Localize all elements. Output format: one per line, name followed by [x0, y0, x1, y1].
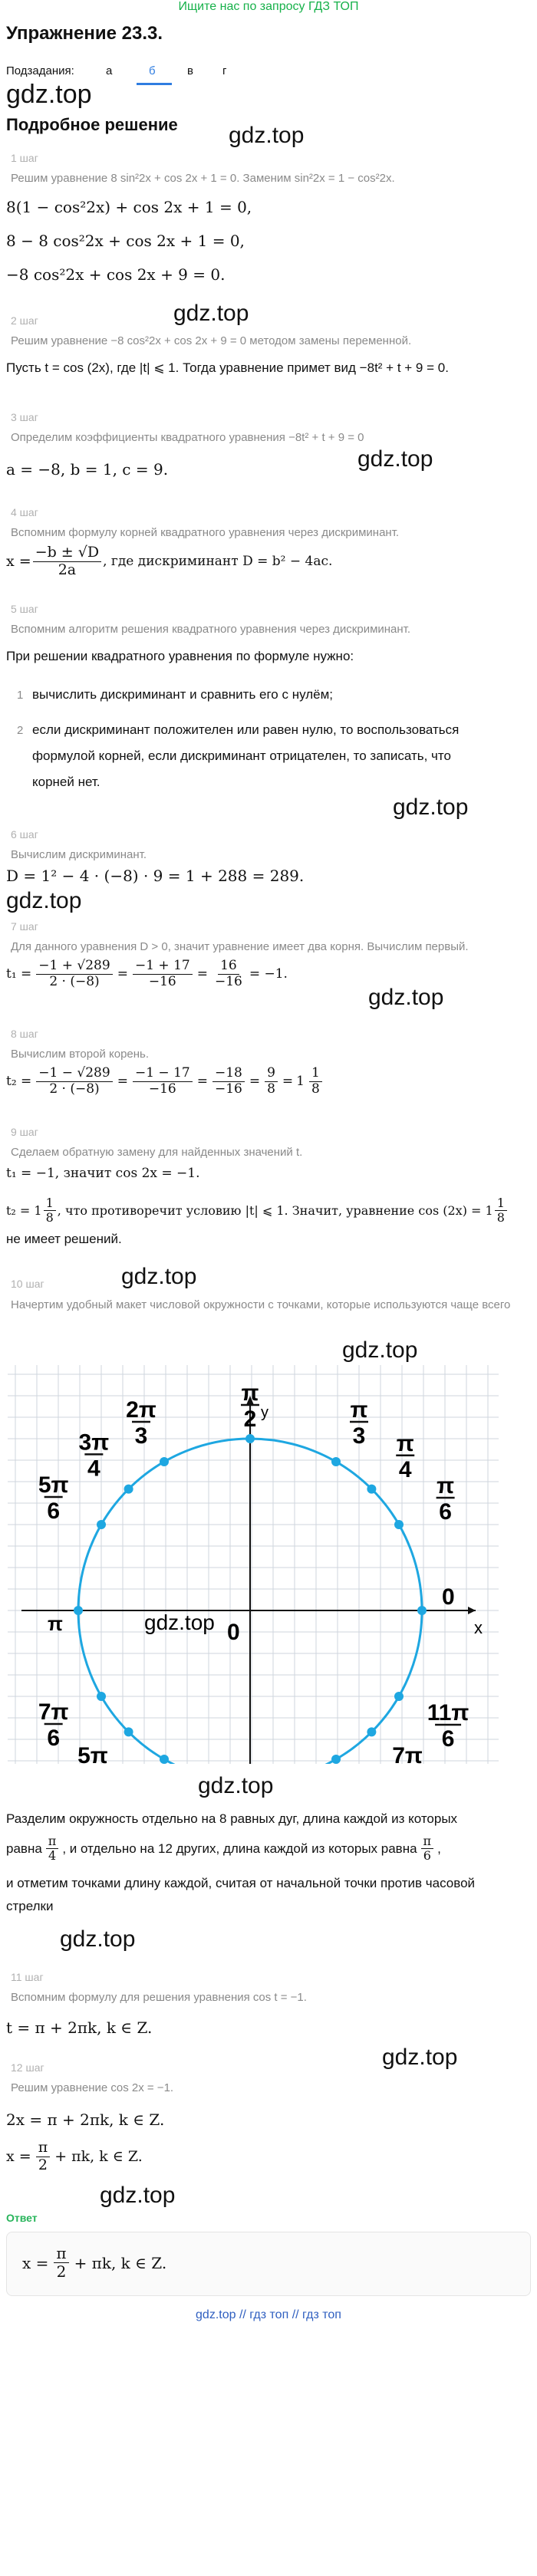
- fraction: $\frac{-18}{-16}$: [212, 1066, 245, 1097]
- step-hint: Вспомним алгоритм решения квадратного уравнения через дискриминант.: [11, 623, 411, 636]
- svg-text:π: π: [241, 1380, 259, 1406]
- formula-lhs: t₂ =: [6, 1074, 32, 1090]
- circle-point: [74, 1606, 83, 1615]
- angle-label-pi2: [241, 1380, 259, 1432]
- circle-point: [394, 1692, 404, 1701]
- svg-text:3: 3: [352, 1423, 366, 1449]
- angle-label-p2pi3: [126, 1397, 156, 1449]
- svg-text:5π: 5π: [38, 1472, 69, 1498]
- angle-label-p5pi4: [77, 1743, 108, 1764]
- math-line: −8 cos²2x + cos 2x + 9 = 0.: [6, 265, 226, 284]
- step-label: 11 шаг: [11, 1971, 44, 1983]
- svg-text:7π: 7π: [392, 1743, 423, 1764]
- brand-logo[interactable]: gdz.top: [6, 80, 92, 109]
- subtasks-label: Подзадания:: [6, 64, 74, 77]
- footer-links[interactable]: gdz.top // гдз топ // гдз топ: [196, 2308, 341, 2321]
- svg-text:4: 4: [87, 1456, 100, 1482]
- watermark: gdz.top: [6, 888, 82, 913]
- watermark: gdz.top: [144, 1610, 215, 1634]
- svg-text:3: 3: [134, 1423, 148, 1449]
- math-line: 8(1 − cos²2x) + cos 2x + 1 = 0,: [6, 198, 252, 216]
- angle-label-p7pi4: [392, 1743, 423, 1764]
- angle-label-p11pi6: [427, 1700, 469, 1752]
- formula-part: t₂ = 1: [6, 1203, 42, 1219]
- fraction: $\frac{-1 - √289}{2 \cdot (-8)}$: [36, 1066, 112, 1097]
- list-item: корней нет.: [32, 775, 100, 789]
- circle-point: [160, 1755, 169, 1764]
- formula-rest: , где дискриминант D = b² − 4ac.: [103, 554, 333, 570]
- fraction: $\frac{1}{8}$: [44, 1196, 56, 1225]
- step-label: 7 шаг: [11, 920, 38, 933]
- answer-label: Ответ: [6, 2212, 38, 2224]
- step-label: 2 шаг: [11, 314, 38, 327]
- x-arrow-icon: [468, 1607, 476, 1614]
- svg-text:2π: 2π: [126, 1397, 156, 1423]
- watermark: gdz.top: [60, 1926, 136, 1952]
- tab-a[interactable]: а: [106, 64, 113, 77]
- watermark: gdz.top: [382, 2045, 458, 2070]
- formula: x = $\frac{\pi}{2}$ + πk, k ∈ Z.: [6, 2139, 143, 2173]
- watermark: gdz.top: [198, 1773, 274, 1798]
- angle-label-p7pi6: [38, 1699, 69, 1751]
- fraction: $\frac{9}{8}$: [265, 1066, 278, 1097]
- step-text: равна $\frac{\pi}{4}$ , и отдельно на 12 других, длина каждой из которых равна $\frac{\pi}{6}$ ,: [6, 1834, 441, 1864]
- circle-point: [124, 1485, 133, 1494]
- list-item: если дискриминант положителен или равен нулю, то воспользоваться: [32, 722, 460, 737]
- step-label: 9 шаг: [11, 1126, 38, 1138]
- svg-text:11π: 11π: [427, 1700, 469, 1726]
- tab-b[interactable]: б: [149, 64, 156, 77]
- step-label: 8 шаг: [11, 1028, 38, 1040]
- svg-text:6: 6: [441, 1726, 455, 1752]
- watermark: gdz.top: [368, 985, 444, 1010]
- page-title: Упражнение 23.3.: [6, 23, 163, 44]
- step-hint: Вспомним формулу для решения уравнения cos t = −1.: [11, 1991, 307, 2004]
- formula: [6, 1196, 509, 1225]
- step-label: 1 шаг: [11, 152, 38, 164]
- fraction: $\frac{-1 + 17}{-16}$: [133, 959, 193, 989]
- list-item: вычислить дискриминант и сравнить его с нулём;: [32, 687, 334, 702]
- svg-text:2: 2: [243, 1406, 257, 1432]
- svg-text:π: π: [396, 1430, 414, 1456]
- axis-y-label: y: [261, 1404, 268, 1421]
- math-line: 8 − 8 cos²2x + cos 2x + 1 = 0,: [6, 232, 245, 250]
- math-line: t₁ = −1, значит cos 2x = −1.: [6, 1166, 200, 1181]
- circle-point: [331, 1755, 341, 1764]
- equals: =: [196, 1074, 208, 1090]
- formula: [6, 1066, 324, 1097]
- list-number: 2: [17, 724, 24, 737]
- label-0: 0: [442, 1584, 455, 1610]
- svg-text:6: 6: [47, 1726, 61, 1751]
- math-line: a = −8, b = 1, c = 9.: [6, 460, 169, 479]
- fraction: $\frac{-1 + √289}{2 \cdot (-8)}$: [36, 959, 112, 989]
- list-item: формулой корней, если дискриминант отрицателен, то записать, что: [32, 748, 451, 763]
- equals: =: [196, 966, 208, 982]
- svg-text:3π: 3π: [78, 1429, 110, 1456]
- formula: [6, 959, 288, 989]
- axis-x-label: x: [474, 1618, 483, 1637]
- step-hint: Сделаем обратную замену для найденных значений t.: [11, 1146, 303, 1159]
- watermark: gdz.top: [100, 2183, 176, 2208]
- step-hint: Для данного уравнения D > 0, значит уравнение имеет два корня. Вычислим первый.: [11, 940, 469, 953]
- label-pi: π: [48, 1612, 63, 1635]
- equals: =: [249, 1074, 261, 1090]
- circle-point: [160, 1457, 169, 1466]
- fraction: $\frac{1}{8}$: [309, 1066, 322, 1097]
- formula: [6, 544, 332, 579]
- svg-text:π: π: [437, 1473, 455, 1499]
- formula-part: , что противоречит условию |t| ⩽ 1. Значит, уравнение cos (2x) = 1: [57, 1203, 493, 1219]
- step-label: 4 шаг: [11, 506, 38, 518]
- step-label: 10 шаг: [11, 1278, 44, 1290]
- unit-circle-diagram: [8, 1365, 499, 1764]
- result: = −1.: [249, 966, 288, 982]
- math-line: D = 1² − 4 · (−8) · 9 = 1 + 288 = 289.: [6, 867, 305, 885]
- step-label: 12 шаг: [11, 2061, 44, 2074]
- watermark: gdz.top: [121, 1264, 197, 1289]
- circle-point: [367, 1485, 376, 1494]
- fraction: $\frac{-b \pm √D}{2a}$: [33, 544, 101, 579]
- svg-text:π: π: [350, 1397, 368, 1423]
- circle-point: [245, 1434, 255, 1443]
- step-hint: Вычислим дискриминант.: [11, 848, 147, 861]
- tab-g[interactable]: г: [222, 64, 227, 77]
- watermark: gdz.top: [393, 795, 469, 820]
- formula-x: x =: [6, 553, 31, 571]
- step-hint: Начертим удобный макет числовой окружности с точками, которые используются чаще всего: [11, 1298, 511, 1311]
- step-text: Пусть t = cos (2x), где |t| ⩽ 1. Тогда уравнение примет вид −8t² + t + 9 = 0.: [6, 360, 449, 375]
- step-text: Разделим окружность отдельно на 8 равных дуг, длина каждой из которых: [6, 1811, 458, 1826]
- svg-text:6: 6: [47, 1499, 61, 1524]
- circle-point: [331, 1457, 341, 1466]
- answer-box: [6, 2232, 531, 2296]
- step-hint: Определим коэффициенты квадратного уравнения −8t² + t + 9 = 0: [11, 431, 364, 444]
- answer-formula: x = $\frac{\pi}{2}$ + πk, k ∈ Z.: [22, 2244, 167, 2281]
- svg-text:4: 4: [398, 1456, 412, 1482]
- step-hint: Решим уравнение 8 sin²2x + cos 2x + 1 = 0. Заменим sin²2x = 1 − cos²2x.: [11, 172, 395, 185]
- formula-lhs: t₁ =: [6, 966, 32, 982]
- angle-label-pi6: [437, 1473, 455, 1525]
- step-label: 5 шаг: [11, 603, 38, 615]
- top-search-link[interactable]: Ищите нас по запросу ГДЗ ТОП: [178, 0, 359, 13]
- math-line: t = π + 2πk, k ∈ Z.: [6, 2018, 153, 2037]
- step-hint: Решим уравнение −8 cos²2x + cos 2x + 9 = 0 методом замены переменной.: [11, 334, 412, 347]
- step-hint: Вспомним формулу корней квадратного уравнения через дискриминант.: [11, 526, 400, 539]
- mixed-whole: 1: [296, 1074, 305, 1090]
- step-hint: Решим уравнение cos 2x = −1.: [11, 2081, 174, 2094]
- fraction: $\frac{16}{-16}$: [214, 958, 242, 989]
- tab-v[interactable]: в: [187, 64, 193, 77]
- circle-point: [124, 1727, 133, 1736]
- circle-point: [97, 1692, 106, 1701]
- fraction: $\frac{1}{8}$: [495, 1196, 507, 1225]
- equals: =: [282, 1074, 294, 1090]
- list-number: 1: [17, 689, 24, 702]
- step-hint: Вычислим второй корень.: [11, 1048, 150, 1061]
- origin-label: 0: [227, 1620, 240, 1645]
- equals: =: [117, 1074, 128, 1090]
- watermark: gdz.top: [342, 1337, 418, 1363]
- angle-label-pi4: [396, 1431, 414, 1482]
- math-line: 2x = π + 2πk, k ∈ Z.: [6, 2110, 165, 2129]
- step-text: стрелки: [6, 1899, 54, 1913]
- fraction: $\frac{-1 - 17}{-16}$: [133, 1066, 193, 1097]
- step-label: 3 шаг: [11, 411, 38, 423]
- svg-text:7π: 7π: [38, 1699, 69, 1725]
- circle-point: [394, 1520, 404, 1529]
- watermark: gdz.top: [357, 446, 433, 472]
- step-text: не имеет решений.: [6, 1232, 122, 1246]
- circle-point: [367, 1727, 376, 1736]
- step-text: и отметим точками длину каждой, считая от начальной точки против часовой: [6, 1876, 476, 1890]
- watermark: gdz.top: [229, 123, 305, 148]
- svg-text:6: 6: [439, 1499, 452, 1525]
- watermark: gdz.top: [173, 301, 249, 326]
- step-label: 6 шаг: [11, 828, 38, 841]
- angle-label-p5pi6: [38, 1472, 69, 1524]
- angle-label-pi3: [350, 1397, 368, 1449]
- section-title: Подробное решение: [6, 115, 178, 134]
- circle-point: [97, 1520, 106, 1529]
- equals: =: [117, 966, 128, 982]
- step-text: При решении квадратного уравнения по формуле нужно:: [6, 649, 354, 663]
- svg-text:5π: 5π: [77, 1743, 108, 1764]
- active-tab-indicator: [137, 83, 172, 85]
- circle-point: [417, 1606, 427, 1615]
- angle-label-p3pi4: [79, 1429, 110, 1481]
